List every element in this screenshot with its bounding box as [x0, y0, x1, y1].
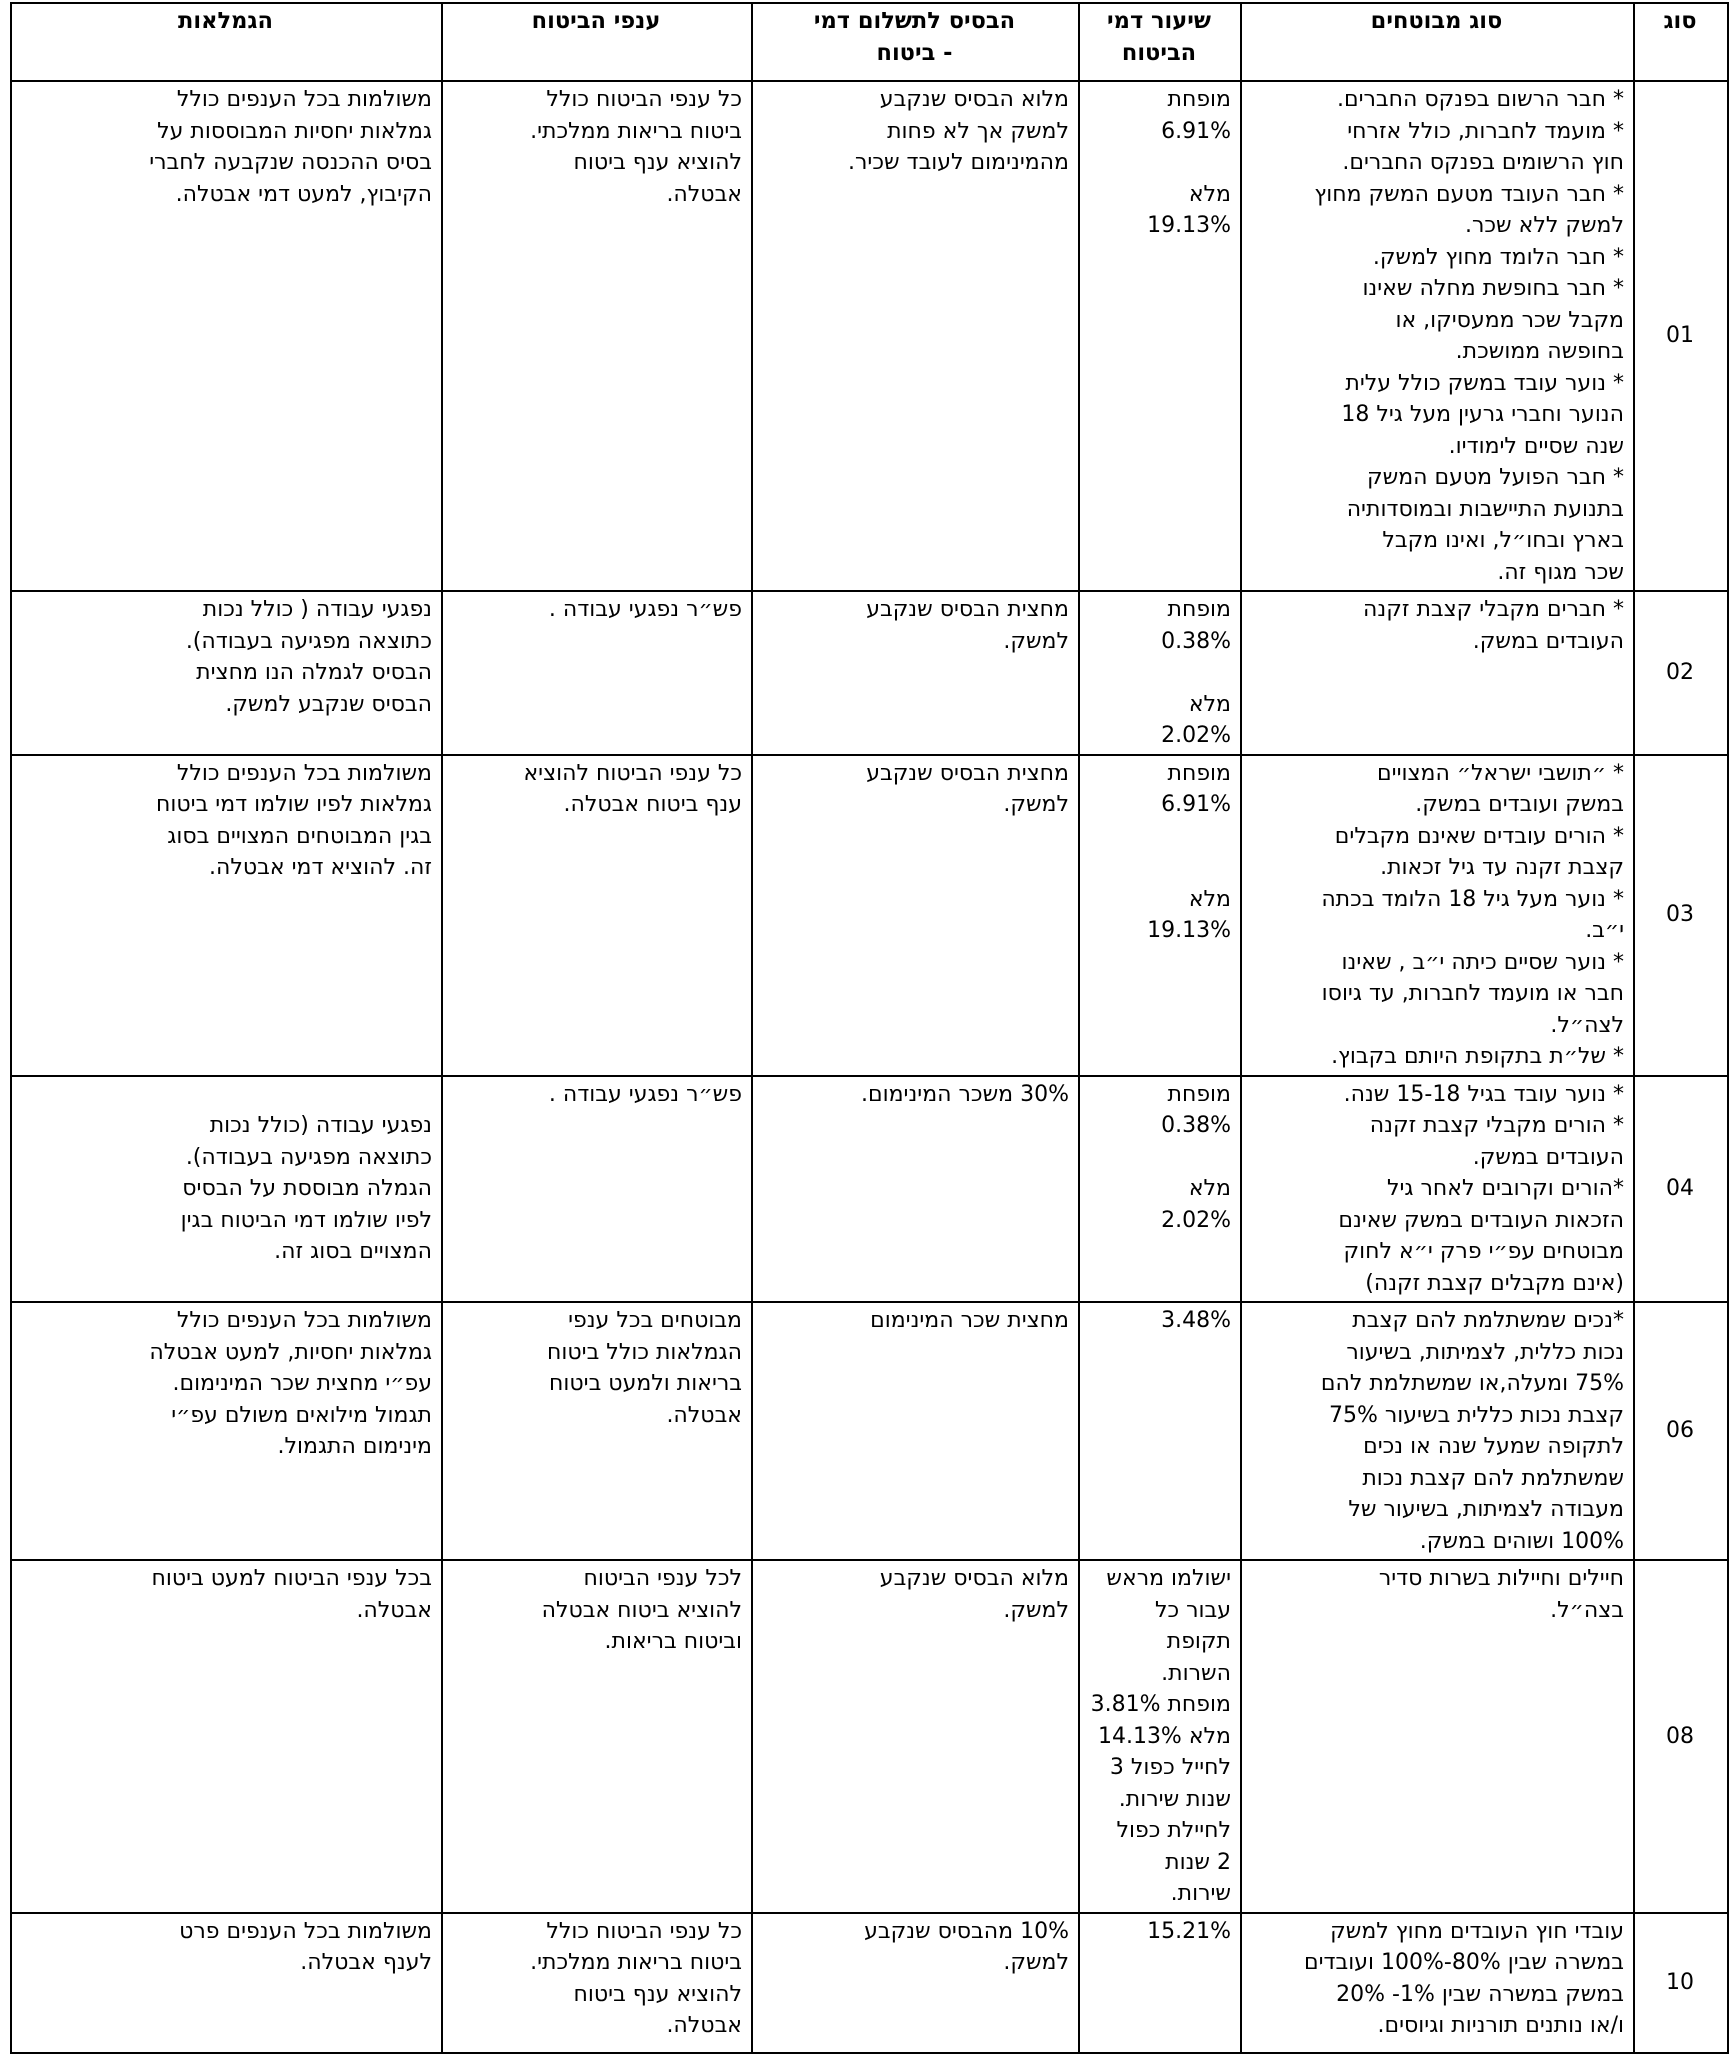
cell-benefits: משולמות בכל הענפים כולל גמלאות יחסיות, למעט אבטלה עפ״י מחצית שכר המינימום. תגמול מילואים משולם עפ״י מינימום התגמול. — [11, 1302, 442, 1560]
cell-basis: מחצית שכר המינימום — [752, 1302, 1079, 1560]
cell-basis: מחצית הבסיס שנקבע למשק. — [752, 755, 1079, 1076]
cell-benefits: משולמות בכל הענפים כולל גמלאות לפיו שולמו דמי ביטוח בגין המבוטחים המצויים בסוג זה. להוציא דמי אבטלה. — [11, 755, 442, 1076]
cell-insured: * נוער עובד בגיל 15-18 שנה. * הורים מקבלי קצבת זקנה העובדים במשק. *הורים וקרובים לאחר גיל הזכאות העובדים במשק שאינם מבוטחים עפ״י פרק י״א לחוק (אינם מקבלים קצבת זקנה) — [1241, 1076, 1634, 1303]
header-type: סוג — [1634, 3, 1728, 81]
table-row — [11, 755, 1728, 1076]
cell-type: 10 — [1634, 1913, 1728, 2053]
cell-branches: מבוטחים בכל ענפי הגמלאות כולל ביטוח בריאות ולמעט ביטוח אבטלה. — [442, 1302, 752, 1560]
cell-basis: מחצית הבסיס שנקבע למשק. — [752, 591, 1079, 755]
header-benefits: הגמלאות — [11, 3, 442, 81]
table-row — [11, 1076, 1728, 1303]
header-insured: סוג מבוטחים — [1241, 3, 1634, 81]
cell-type: 02 — [1634, 591, 1728, 755]
cell-type: 01 — [1634, 81, 1728, 591]
cell-insured: חיילים וחיילות בשרות סדיר בצה״ל. — [1241, 1560, 1634, 1913]
table-row — [11, 1302, 1728, 1560]
table-row — [11, 591, 1728, 755]
table-row — [11, 1913, 1728, 2053]
table-row — [11, 81, 1728, 591]
cell-branches: פש״ר נפגעי עבודה . — [442, 591, 752, 755]
cell-benefits: נפגעי עבודה ( כולל נכות כתוצאה מפגיעה בעבודה). הבסיס לגמלה הנו מחצית הבסיס שנקבע למשק. — [11, 591, 442, 755]
cell-rate: מופחת 0.38% מלא 2.02% — [1079, 1076, 1241, 1303]
cell-basis: 10% מהבסיס שנקבע למשק. — [752, 1913, 1079, 2053]
table-header-row — [11, 3, 1728, 81]
cell-branches: פש״ר נפגעי עבודה . — [442, 1076, 752, 1303]
cell-branches: כל ענפי הביטוח כולל ביטוח בריאות ממלכתי. להוציא ענף ביטוח אבטלה. — [442, 81, 752, 591]
cell-branches: כל ענפי הביטוח כולל ביטוח בריאות ממלכתי. להוציא ענף ביטוח אבטלה. — [442, 1913, 752, 2053]
cell-insured: *נכים שמשתלמת להם קצבת נכות כללית, לצמיתות, בשיעור 75% ומעלה,או שמשתלמת להם קצבת נכות כללית בשיעור 75% לתקופה שמעל שנה או נכים שמשתלמת להם קצבת נכות מעבודה לצמיתות, בשיעור של 100% ושוהים במשק. — [1241, 1302, 1634, 1560]
cell-type: 08 — [1634, 1560, 1728, 1913]
cell-rate: מופחת 6.91% מלא 19.13% — [1079, 81, 1241, 591]
cell-branches: כל ענפי הביטוח להוציא ענף ביטוח אבטלה. — [442, 755, 752, 1076]
cell-insured: * חברים מקבלי קצבת זקנה העובדים במשק. — [1241, 591, 1634, 755]
cell-benefits: נפגעי עבודה (כולל נכות כתוצאה מפגיעה בעבודה). הגמלה מבוססת על הבסיס לפיו שולמו דמי הביטוח בגין המצויים בסוג זה. — [11, 1076, 442, 1303]
cell-benefits: בכל ענפי הביטוח למעט ביטוח אבטלה. — [11, 1560, 442, 1913]
cell-basis: מלוא הבסיס שנקבע למשק. — [752, 1560, 1079, 1913]
cell-insured: עובדי חוץ העובדים מחוץ למשק במשרה שבין 80%-100% ועובדים במשק במשרה שבין 1%- 20% ו/או נותנים תורניות וגיוסים. — [1241, 1913, 1634, 2053]
cell-type: 03 — [1634, 755, 1728, 1076]
cell-rate: 3.48% — [1079, 1302, 1241, 1560]
table-row — [11, 1560, 1728, 1913]
cell-rate: 15.21% — [1079, 1913, 1241, 2053]
header-branches: ענפי הביטוח — [442, 3, 752, 81]
cell-branches: לכל ענפי הביטוח להוציא ביטוח אבטלה וביטוח בריאות. — [442, 1560, 752, 1913]
cell-insured: * ״תושבי ישראל״ המצויים במשק ועובדים במשק. * הורים עובדים שאינם מקבלים קצבת זקנה עד גיל זכאות. * נוער מעל גיל 18 הלומד בכתה י״ב. * נוער שסיים כיתה י״ב , שאינו חבר או מועמד לחברות, עד גיוסו לצה״ל. * של״ת בתקופת היותם בקבוץ. — [1241, 755, 1634, 1076]
cell-insured: * חבר הרשום בפנקס החברים. * מועמד לחברות, כולל אזרחי חוץ הרשומים בפנקס החברים. * חבר העובד מטעם המשק מחוץ למשק ללא שכר. * חבר הלומד מחוץ למשק. * חבר בחופשת מחלה שאינו מקבל שכר ממעסיקו, או בחופשה ממושכת. * נוער עובד במשק כולל עלית הנוער וחברי גרעין מעל גיל 18 שנה שסיים לימודיו. * חבר הפועל מטעם המשק בתנועת התיישבות ובמוסדותיה בארץ ובחו״ל, ואינו מקבל שכר מגוף זה. — [1241, 81, 1634, 591]
cell-rate: מופחת 0.38% מלא 2.02% — [1079, 591, 1241, 755]
cell-type: 06 — [1634, 1302, 1728, 1560]
header-rate: שיעור דמי הביטוח — [1079, 3, 1241, 81]
cell-basis: 30% משכר המינימום. — [752, 1076, 1079, 1303]
cell-benefits: משולמות בכל הענפים פרט לענף אבטלה. — [11, 1913, 442, 2053]
cell-rate: מופחת 6.91% מלא 19.13% — [1079, 755, 1241, 1076]
header-basis: הבסיס לתשלום דמי - ביטוח — [752, 3, 1079, 81]
cell-type: 04 — [1634, 1076, 1728, 1303]
insurance-types-table — [10, 2, 1729, 2054]
cell-rate: ישולמו מראש עבור כל תקופת השרות. מופחת 3.81% מלא 14.13% לחייל כפול 3 שנות שירות. לחיילת כפול 2 שנות שירות. — [1079, 1560, 1241, 1913]
cell-benefits: משולמות בכל הענפים כולל גמלאות יחסיות המבוססות על בסיס ההכנסה שנקבעה לחברי הקיבוץ, למעט דמי אבטלה. — [11, 81, 442, 591]
cell-basis: מלוא הבסיס שנקבע למשק אך לא פחות מהמינימום לעובד שכיר. — [752, 81, 1079, 591]
